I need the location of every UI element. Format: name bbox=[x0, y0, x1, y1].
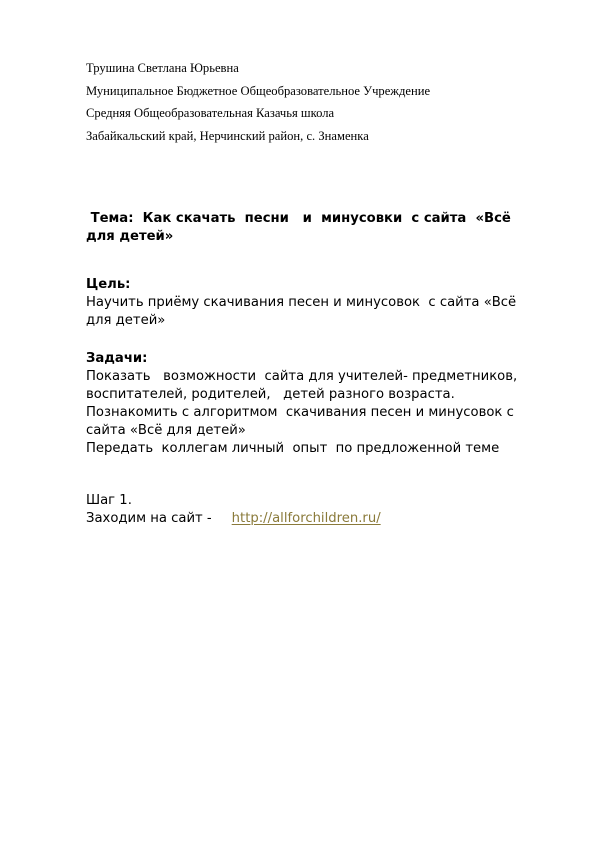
goal-heading: Цель: bbox=[86, 277, 131, 292]
author-location: Забайкальский край, Нерчинский район, с. Знаменка bbox=[86, 128, 369, 143]
tasks-line-4: сайта «Всё для детей» bbox=[86, 423, 246, 438]
topic-line-2: для детей» bbox=[86, 229, 174, 244]
step-text: Заходим на сайт - bbox=[86, 511, 212, 526]
goal-line-2: для детей» bbox=[86, 313, 166, 328]
author-name: Трушина Светлана Юрьевна bbox=[86, 61, 239, 75]
tasks-line-2: воспитателей, родителей, детей разного возраста. bbox=[86, 387, 455, 402]
author-block bbox=[86, 58, 430, 148]
step-line bbox=[86, 510, 381, 528]
tasks-heading: Задачи: bbox=[86, 351, 148, 366]
topic-block bbox=[86, 210, 511, 246]
tasks-block bbox=[86, 350, 517, 458]
goal-line-1: Научить приёму скачивания песен и минусовок с сайта «Всё bbox=[86, 295, 517, 310]
topic-line-1: Тема: Как скачать песни и минусовки с сайта «Всё bbox=[86, 211, 511, 226]
tasks-line-3: Познакомить с алгоритмом скачивания песен и минусовок с bbox=[86, 405, 514, 420]
author-school: Средняя Общеобразовательная Казачья школа bbox=[86, 106, 335, 120]
site-link[interactable]: http://allforchildren.ru/ bbox=[231, 511, 381, 526]
author-institution: Муниципальное Бюджетное Общеобразовательное Учреждение bbox=[86, 83, 431, 98]
step-heading: Шаг 1. bbox=[86, 493, 132, 508]
step-block bbox=[86, 492, 381, 528]
tasks-line-1: Показать возможности сайта для учителей- предметников, bbox=[86, 369, 518, 384]
tasks-line-5: Передать коллегам личный опыт по предложенной теме bbox=[86, 441, 500, 456]
goal-block bbox=[86, 276, 516, 330]
